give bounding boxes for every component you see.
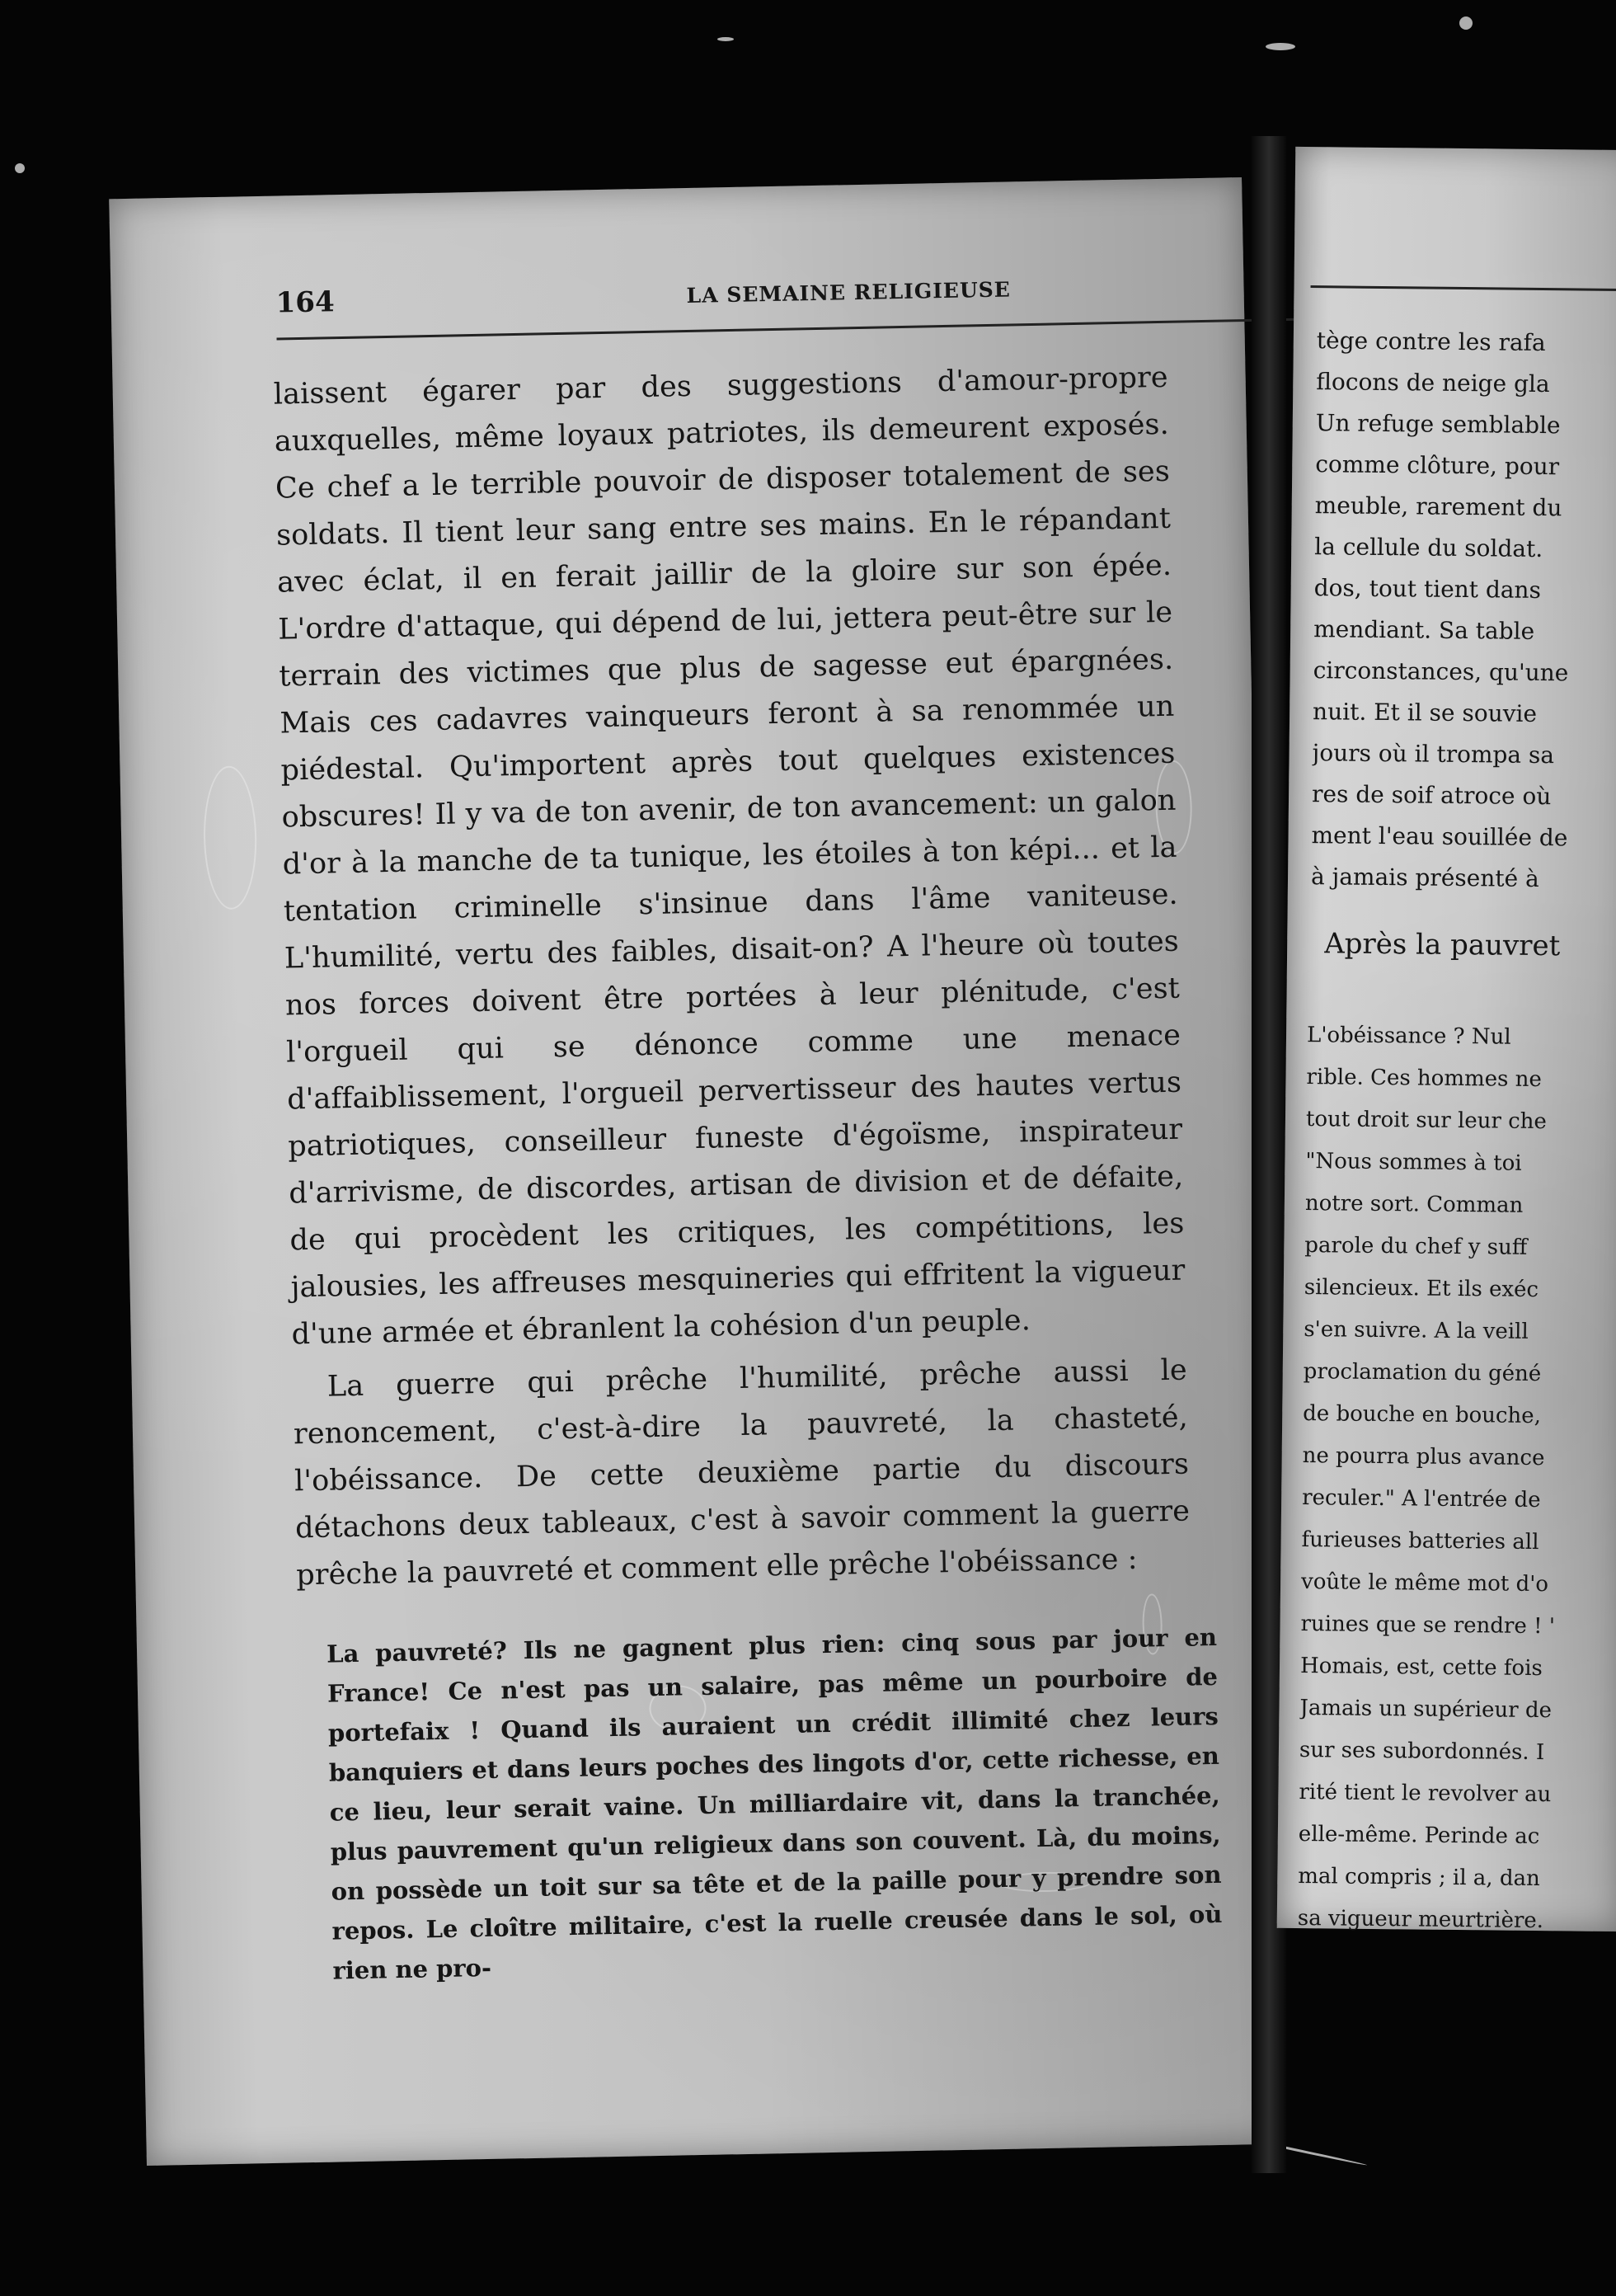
right-text-line: comme clôture, pour — [1315, 450, 1560, 481]
right-text-line: mendiant. Sa table — [1313, 615, 1535, 645]
right-text-line: silencieux. Et ils exéc — [1304, 1275, 1539, 1303]
right-text-line: rible. Ces hommes ne — [1306, 1065, 1542, 1093]
right-text-line: ruines que se rendre ! ' — [1300, 1611, 1556, 1640]
right-text-line: elle-même. Perinde ac — [1298, 1822, 1540, 1850]
running-title: LA SEMAINE RELIGIEUSE — [686, 277, 1012, 308]
right-page-upper-text — [1311, 320, 1616, 901]
right-text-line: rité tient le revolver au — [1299, 1780, 1552, 1808]
right-text-line: à jamais présenté à — [1310, 863, 1539, 893]
main-paragraph: laissent égarer par des suggestions d'amour-propre auxquelles, même loyaux patriotes, ils demeurent exposés. Ce chef a le terrible pouvoir de disposer totalement de ses soldats. Il tient leur sang entre ses mains. En le répandant avec éclat, il en ferait jaillir de la gloire sur son épée. L'ordre d'attaque, qui dépend de lui, jettera peut-être sur le terrain des victimes que plus de sagesse eut épargnées. Mais ces cadavres vainqueurs feront à sa renommée un piédestal. Qu'importent après tout quelques existences obscures! Il y va de ton avenir, de ton avancement: un galon d'or à la manche de ta tunique, les étoiles à ton képi... et la tentation criminelle s'insinue dans l'âme vaniteuse. L'humilité, vertu des faibles, disait-on? A l'heure où toutes nos forces doivent être portées à leur plénitude, c'est l'orgueil qui se dénonce comme une menace d'affaiblissement, l'orgueil pervertisseur des hautes vertus patriotiques, conseilleur funeste d'égoïsme, inspirateur d'arrivisme, de discordes, artisan de division et de défaite, de qui procèdent les critiques, les compétitions, les jalousies, les affreuses mesquineries qui effritent la vigueur d'une armée et ébranlent la cohésion d'un peuple. — [273, 360, 1186, 1352]
right-text-line: mal compris ; il a, dan — [1298, 1864, 1540, 1892]
paper-stain — [202, 765, 257, 910]
main-body-text — [273, 355, 1191, 1600]
right-text-line: ment l'eau souillée de — [1311, 821, 1568, 852]
right-text-line: Homais, est, cette fois — [1299, 1654, 1543, 1682]
right-text-line: reculer." A l'entrée de — [1302, 1485, 1541, 1513]
right-text-line: sur ses subordonnés. I — [1299, 1738, 1545, 1766]
scan-dust-mark — [1266, 43, 1295, 50]
scan-dust-mark — [1459, 16, 1473, 30]
right-text-line: voûte le même mot d'o — [1300, 1569, 1549, 1597]
right-text-line: tège contre les rafa — [1316, 327, 1546, 357]
right-page-heading: Après la pauvret — [1323, 927, 1561, 963]
quoted-passage: La pauvreté? Ils ne gagnent plus rien: cinq sous par jour en France! Ce n'est pas un salaire, pas même un pourboire de portefaix ! Quand ils auraient un crédit illimité chez leurs banquiers et dans leurs poches des lingots d'or, cette richesse, en ce lieu, leur serait vaine. Un milliardaire vit, dans la tranchée, plus pauvrement qu'un religieux dans son couvent. Là, du moins, on possède un toit sur sa tête et de la paille pour y prendre son repos. Le cloître militaire, c'est la ruelle creusée dans le sol, où rien ne pro- — [326, 1622, 1223, 1985]
right-text-line: L'obéissance ? Nul — [1306, 1023, 1511, 1050]
right-text-line: la cellule du soldat. — [1314, 533, 1543, 563]
right-text-line: meuble, rarement du — [1314, 492, 1562, 522]
right-text-line: furieuses batteries all — [1301, 1527, 1539, 1555]
right-text-line: "Nous sommes à toi — [1305, 1149, 1522, 1176]
page-header — [275, 263, 1323, 336]
right-header-rule — [1311, 285, 1616, 291]
right-text-line: sa vigueur meurtrière. — [1297, 1906, 1544, 1934]
right-cropped-page — [1277, 147, 1616, 1934]
right-page-lower-text — [1298, 1014, 1616, 1943]
right-text-line: res de soif atroce où — [1311, 780, 1552, 811]
right-text-line: parole du chef y suff — [1304, 1233, 1528, 1260]
right-text-line: nuit. Et il se souvie — [1312, 698, 1538, 727]
scan-dust-mark — [717, 37, 734, 41]
right-text-line: ne pourra plus avance — [1302, 1443, 1545, 1471]
right-text-line: dos, tout tient dans — [1313, 574, 1542, 605]
page-number: 164 — [275, 285, 336, 320]
right-text-line: proclamation du géné — [1303, 1359, 1542, 1387]
right-text-line: circonstances, qu'une — [1313, 656, 1569, 687]
right-text-line: de bouche en bouche, — [1303, 1401, 1542, 1429]
scan-dust-mark — [15, 163, 25, 173]
right-text-line: tout droit sur leur che — [1305, 1107, 1548, 1135]
right-text-line: notre sort. Comman — [1304, 1191, 1524, 1218]
right-text-line: Un refuge semblable — [1315, 409, 1561, 440]
right-text-line: flocons de neige gla — [1316, 368, 1550, 398]
right-text-line: s'en suivre. A la veill — [1304, 1317, 1529, 1344]
right-text-line: jours où il trompa sa — [1312, 739, 1555, 769]
main-paragraph: La guerre qui prêche l'humilité, prêche aussi le renoncement, c'est-à-dire la pauvreté, la chasteté, l'obéissance. De cette deuxième partie du discours détachons deux tableaux, c'est à savoir comment la guerre prêche la pauvreté et comment elle prêche l'obéissance : — [293, 1353, 1191, 1593]
right-text-line: Jamais un supérieur de — [1299, 1696, 1553, 1724]
left-scanned-page — [109, 177, 1280, 2166]
